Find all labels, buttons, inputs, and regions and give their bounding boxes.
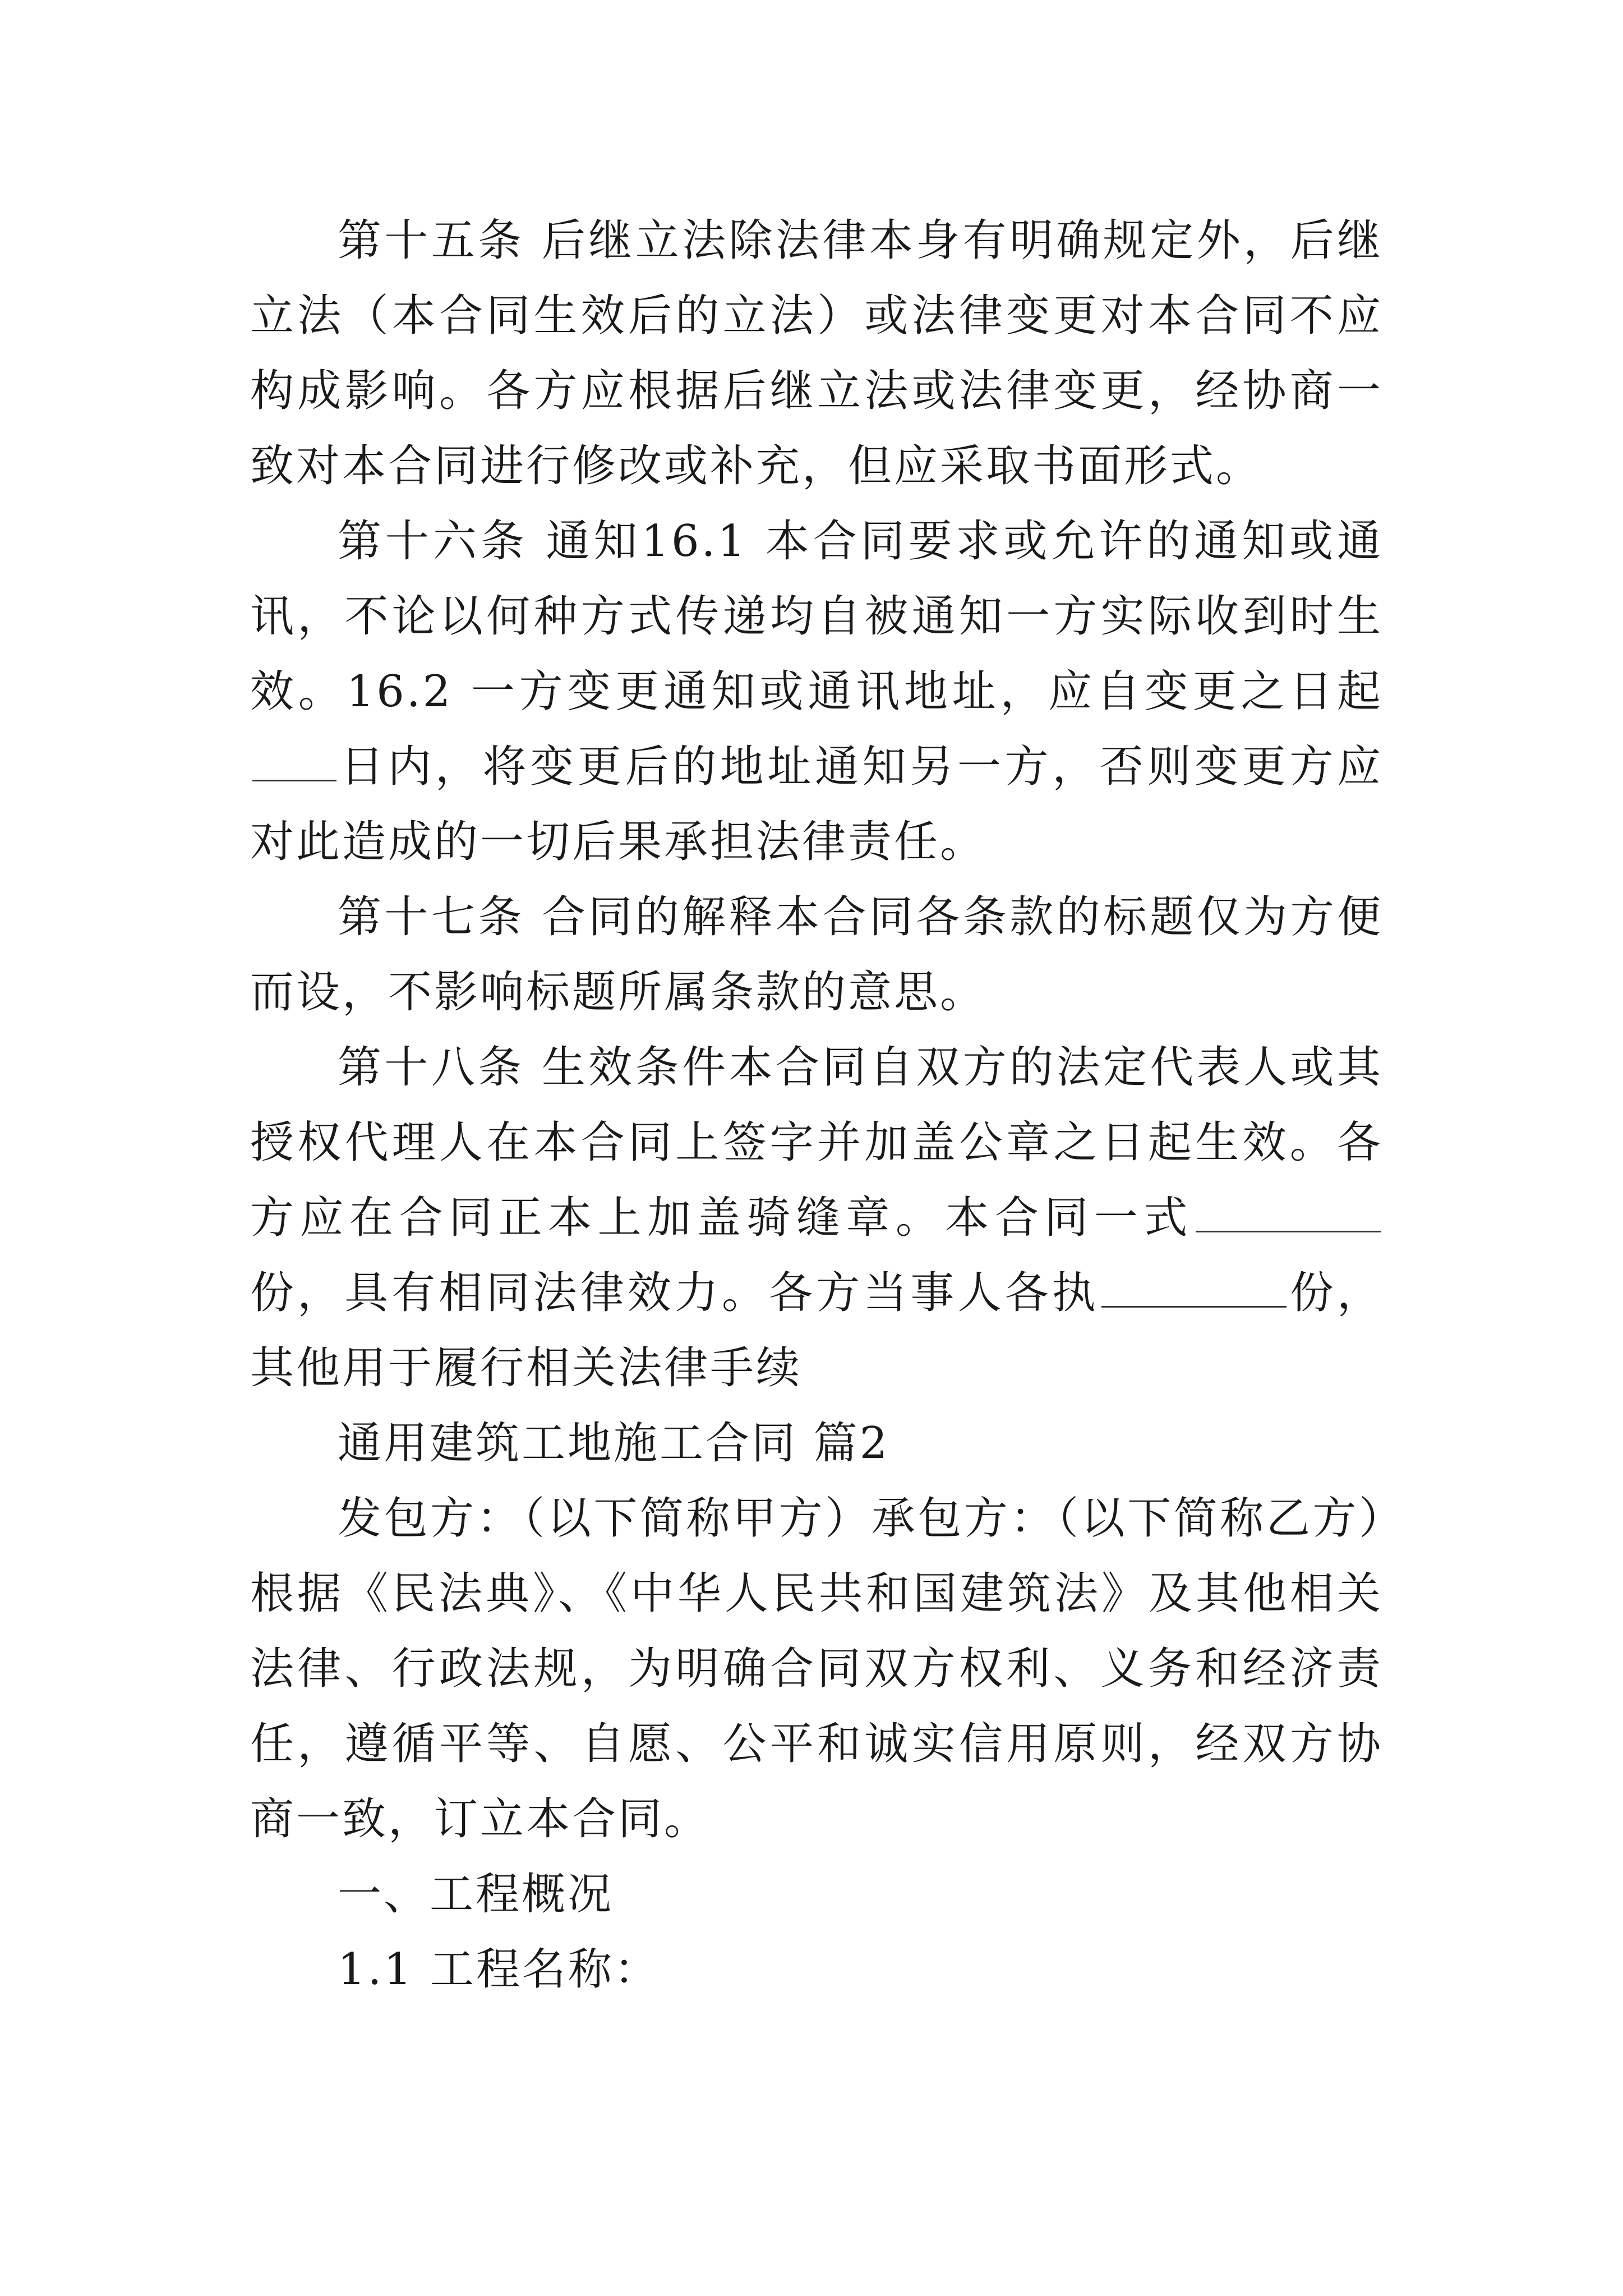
article-16-paragraph xyxy=(250,504,1383,880)
section-title-text: 通用建筑工地施工合同 篇2 xyxy=(338,1418,890,1469)
intro-paragraph xyxy=(250,1481,1383,1857)
copies-each-blank-field xyxy=(1101,1267,1287,1308)
article-16-text-part1: 第十六条 通知16.1 本合同要求或允许的通知或通讯，不论以何种方式传递均自被通知一方实际收到时生效。16.2 一方变更通知或通讯地址，应自变更之日起 xyxy=(250,516,1383,717)
item-1-1 xyxy=(250,1932,1383,2007)
article-15-paragraph xyxy=(250,203,1383,504)
article-18-paragraph xyxy=(250,1030,1383,1406)
article-18-text-part1: 第十八条 生效条件本合同自双方的法定代表人或其授权代理人在本合同上签字并加盖公章之日起生效。各方应在合同正本上加盖骑缝章。本合同一式 xyxy=(250,1042,1383,1243)
copies-total-blank-field xyxy=(1196,1191,1381,1232)
document-body xyxy=(250,203,1383,2007)
article-18-text-part2: 份，具有相同法律效力。各方当事人各执 xyxy=(250,1268,1099,1318)
item-1-1-text: 1.1 工程名称： xyxy=(338,1944,660,1995)
article-18-text-part3: 份，其他用于履行相关法律手续 xyxy=(250,1268,1383,1393)
intro-text: 发包方：（以下简称甲方）承包方：（以下简称乙方）根据《民法典》、《中华人民共和国建筑法》及其他相关法律、行政法规，为明确合同双方权利、义务和经济责任，遵循平等、自愿、公平和诚实信用原则，经双方协商一致，订立本合同。 xyxy=(250,1493,1383,1844)
article-16-text-part2: 日内，将变更后的地址通知另一方，否则变更方应对此造成的一切后果承担法律责任。 xyxy=(250,742,1383,867)
heading-1 xyxy=(250,1857,1383,1932)
heading-1-text: 一、工程概况 xyxy=(338,1869,614,1920)
section-title xyxy=(250,1406,1383,1481)
article-15-text: 第十五条 后继立法除法律本身有明确规定外，后继立法（本合同生效后的立法）或法律变更对本合同不应构成影响。各方应根据后继立法或法律变更，经协商一致对本合同进行修改或补充，但应采取书面形式。 xyxy=(250,215,1383,491)
article-17-text: 第十七条 合同的解释本合同各条款的标题仅为方便而设，不影响标题所属条款的意思。 xyxy=(250,892,1383,1018)
article-17-paragraph xyxy=(250,880,1383,1030)
days-blank-field xyxy=(252,740,336,781)
